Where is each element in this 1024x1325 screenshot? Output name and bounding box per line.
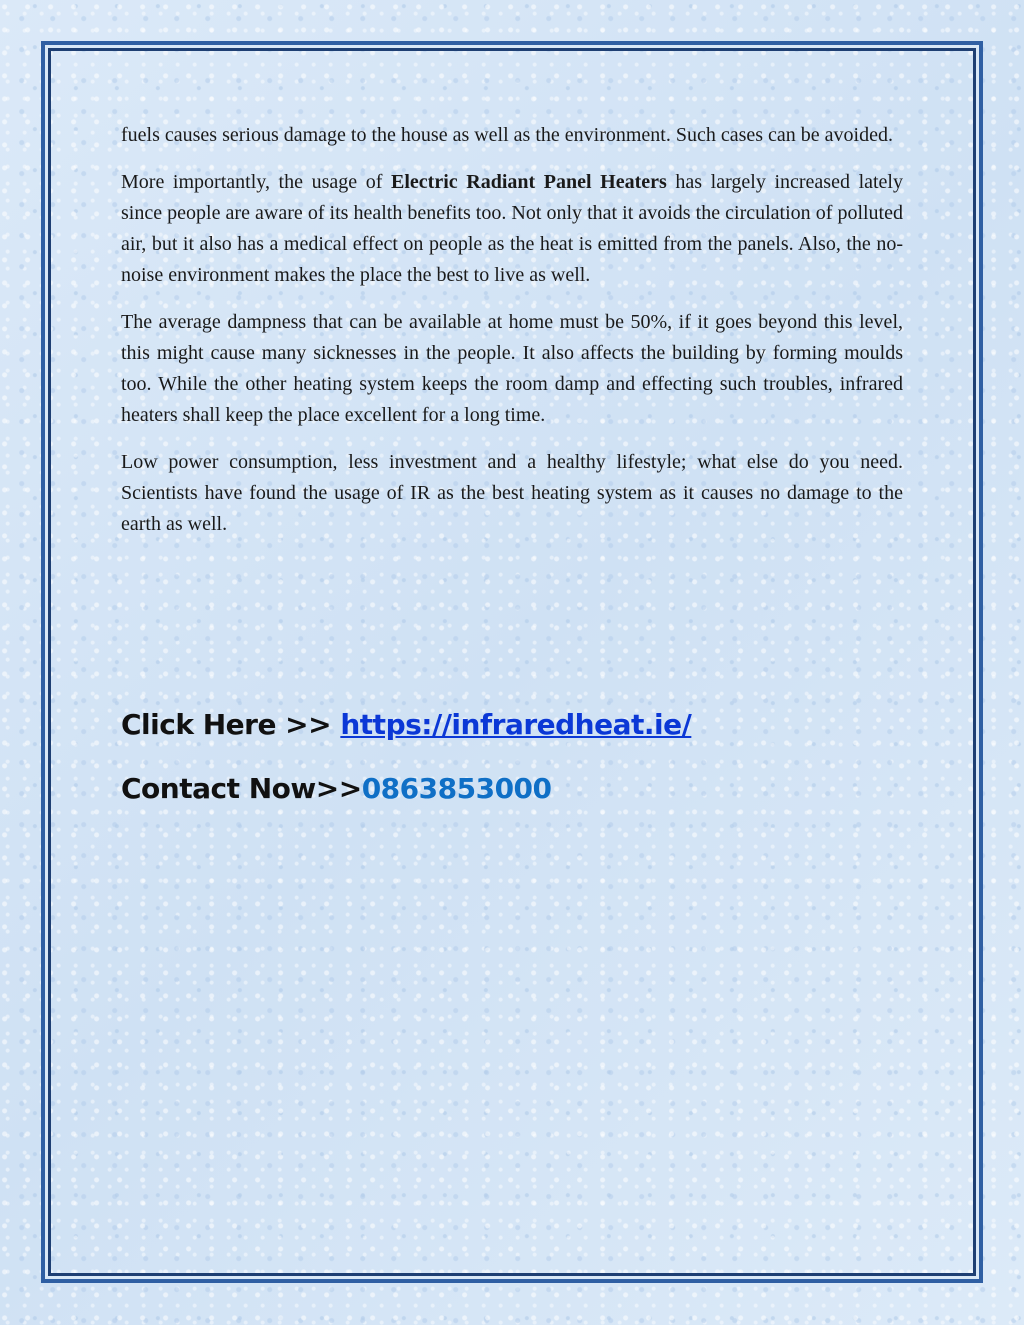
paragraph-1: fuels causes serious damage to the house as well as the environment. Such cases can be avoided. bbox=[121, 124, 893, 146]
click-here-line bbox=[121, 708, 691, 741]
contact-now-label: Contact Now>> bbox=[121, 772, 362, 805]
paragraph-3: The average dampness that can be available at home must be 50%, if it goes beyond this level, this might cause many sicknesses in the people. It also affects the building by forming moulds too. While the other heating system keeps the room damp and effecting such troubles, infrared heaters shall keep the place excellent for a long time. bbox=[121, 311, 903, 426]
paragraph-2-rest: has largely increased lately since people are aware of its health benefits too. Not only that it avoids the circulation of polluted air, but it also has a medical effect on people as the heat is emitted from the panels. Also, the no-noise environment makes the place the best to live as well. bbox=[121, 171, 903, 286]
product-name-bold: Electric Radiant Panel Heaters bbox=[391, 171, 667, 193]
paragraph-4: Low power consumption, less investment and a healthy lifestyle; what else do you need. Scientists have found the usage of IR as the best heating system as it causes no damage to the earth as well. bbox=[121, 451, 903, 535]
document-body bbox=[121, 120, 903, 556]
click-here-label: Click Here >> bbox=[121, 708, 341, 741]
paragraph-2 bbox=[121, 167, 903, 291]
phone-number[interactable]: 0863853000 bbox=[361, 772, 552, 805]
contact-now-line bbox=[121, 772, 552, 805]
website-link[interactable]: https://infraredheat.ie/ bbox=[340, 708, 692, 741]
paragraph-2-lead: More importantly, the usage of bbox=[121, 171, 392, 193]
